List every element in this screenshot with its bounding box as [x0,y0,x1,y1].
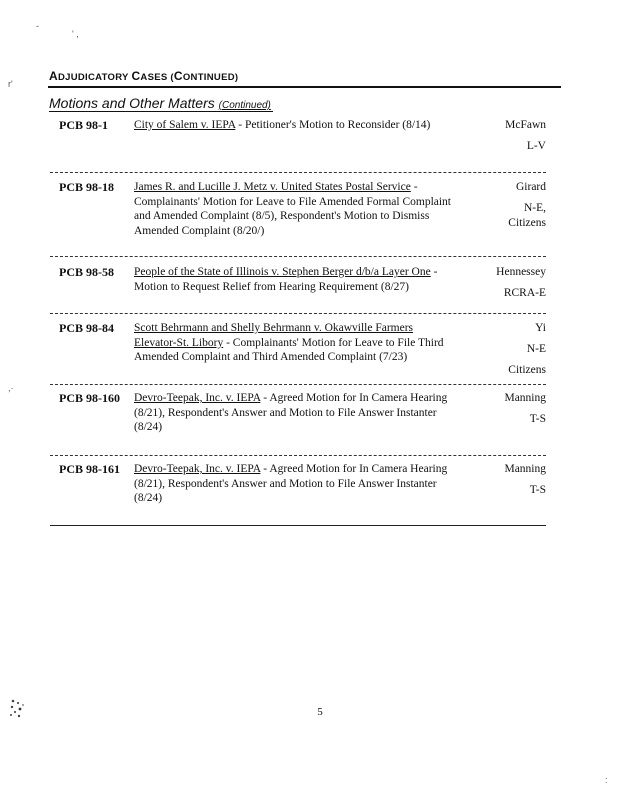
subsection-title: Motions and Other Matters (Continued) [49,95,271,111]
header-rule [48,86,561,88]
case-divider [50,455,546,456]
case-divider [50,256,546,257]
case-type: N-E, [523,202,546,214]
case-assignment [476,321,546,377]
case-number: PCB 98-161 [59,462,120,476]
case-type: T-S [529,484,546,496]
case-divider [50,172,546,173]
case-number: PCB 98-58 [59,265,114,279]
scan-speck: ,· [8,383,14,393]
case-title: Devro-Teepak, Inc. v. IEPA [134,463,261,475]
scan-speck: - [36,21,39,31]
case-assignment [476,391,546,426]
case-assignment [476,180,546,230]
scan-artifact [8,697,26,719]
case-number: PCB 98-84 [59,321,114,335]
case-type: RCRA-E [503,287,546,299]
case-divider [50,384,546,385]
case-assignment [476,118,546,153]
case-category: Citizens [508,217,546,229]
case-divider [50,313,546,314]
board-member: McFawn [505,119,546,131]
case-title: City of Salem v. IEPA [134,119,236,131]
case-title: Scott Behrmann and Shelly Behrmann v. Okawville Farmers Elevator-St. Libory [134,322,414,349]
scan-speck: : [605,775,608,785]
table-bottom-rule [50,525,546,526]
case-number: PCB 98-1 [59,118,108,132]
subsection-underline [49,111,273,112]
case-title: James R. and Lucille J. Metz v. United States Postal Service [134,181,411,193]
board-member: Hennessey [496,266,546,278]
case-type: T-S [529,413,546,425]
case-assignment [476,462,546,497]
board-member: Manning [504,392,546,404]
page-number: 5 [317,706,323,718]
case-title: Devro-Teepak, Inc. v. IEPA [134,392,261,404]
board-member: Yi [535,322,546,334]
board-member: Girard [515,181,546,193]
case-description: Devro-Teepak, Inc. v. IEPA - Agreed Motion for In Camera Hearing (8/21), Respondent's Answer and Motion to File Answer Instanter (8/24) [134,463,448,505]
case-description: Devro-Teepak, Inc. v. IEPA - Agreed Motion for In Camera Hearing (8/21), Respondent's Answer and Motion to File Answer Instanter (8/24) [134,392,448,434]
case-assignment [476,265,546,300]
section-header: ADJUDICATORY CASES (CONTINUED) [49,69,239,83]
scan-speck: r' [8,79,13,89]
case-description: James R. and Lucille J. Metz v. United States Postal Service - Complainants' Motion for Leave to File Amended Formal Complaint and Amended Complaint (8/5), Respondent's Motion to Dismiss Amended Complaint (8/20/) [134,181,452,237]
case-description: People of the State of Illinois v. Stephen Berger d/b/a Layer One - Motion to Request Relief from Hearing Requirement (8/27) [134,266,438,293]
case-number: PCB 98-18 [59,180,114,194]
case-title: People of the State of Illinois v. Stephen Berger d/b/a Layer One [134,266,431,278]
scan-speck: ' , [72,29,79,39]
case-description: Scott Behrmann and Shelly Behrmann v. Okawville Farmers Elevator-St. Libory - Complainants' Motion for Leave to File Third Amended Complaint and Third Amended Complaint (7/23) [134,322,444,364]
case-category: Citizens [508,364,546,376]
continued-label: (Continued) [218,100,271,111]
case-number: PCB 98-160 [59,391,120,405]
case-type: N-E [526,343,546,355]
case-description: City of Salem v. IEPA - Petitioner's Motion to Reconsider (8/14) [134,119,431,131]
case-type: L-V [526,140,546,152]
board-member: Manning [504,463,546,475]
